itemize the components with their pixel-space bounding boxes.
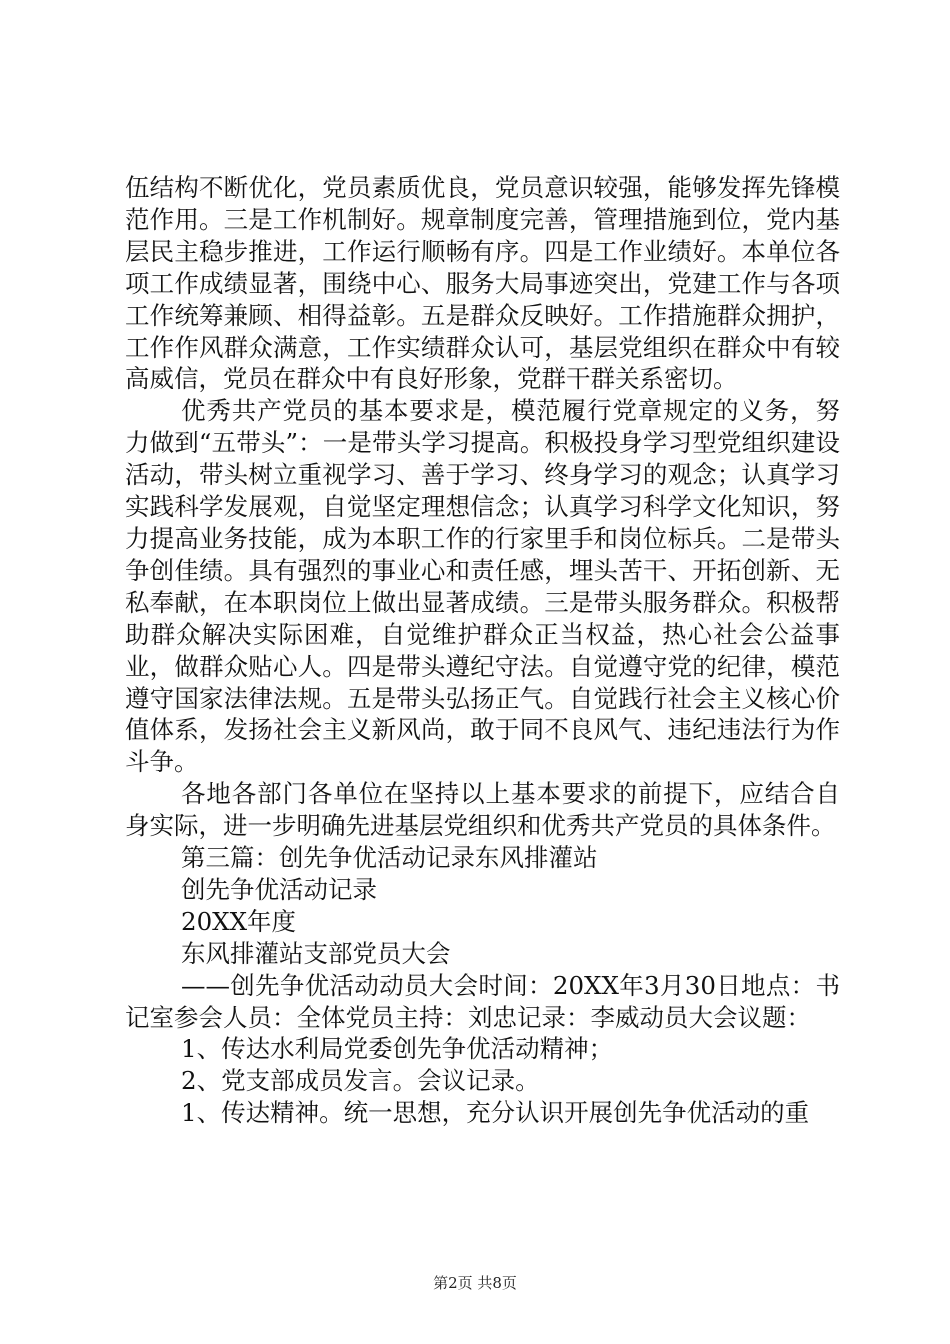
meeting-details: ——创先争优活动动员大会时间：20XX年3月30日地点：书记室参会人员：全体党员主持：刘忠记录：李威动员大会议题：: [125, 970, 840, 1032]
paragraph-2: 优秀共产党员的基本要求是，模范履行党章规定的义务，努力做到“五带头”：一是带头学习提高。积极投身学习型党组织建设活动，带头树立重视学习、善于学习、终身学习的观念；认真学习实践科学发展观，自觉坚定理想信念；认真学习科学文化知识，努力提高业务技能，成为本职工作的行家里手和岗位标兵。二是带头争创佳绩。具有强烈的事业心和责任感，埋头苦干、开拓创新、无私奉献，在本职岗位上做出显著成绩。三是带头服务群众。积极帮助群众解决实际困难，自觉维护群众正当权益，热心社会公益事业，做群众贴心人。四是带头遵纪守法。自觉遵守党的纪律，模范遵守国家法律法规。五是带头弘扬正气。自觉践行社会主义核心价值体系，发扬社会主义新风尚，敢于同不良风气、违纪违法行为作斗争。: [125, 396, 840, 777]
record-title: 创先争优活动记录: [181, 874, 377, 904]
document-body: [125, 172, 840, 1129]
agenda-item-2: 2、党支部成员发言。会议记录。: [181, 1066, 540, 1096]
meeting-name: 东风排灌站支部党员大会: [181, 938, 451, 968]
page-number: 第2页 共8页: [433, 1274, 517, 1292]
section-heading: 第三篇：创先争优活动记录东风排灌站: [181, 843, 598, 873]
agenda-item-1: 1、传达水利局党委创先争优活动精神；: [181, 1034, 614, 1064]
record-item-1: 1、传达精神。统一思想，充分认识开展创先争优活动的重: [181, 1098, 810, 1128]
record-year: 20XX年度: [181, 906, 297, 936]
paragraph-1: 伍结构不断优化，党员素质优良，党员意识较强，能够发挥先锋模范作用。三是工作机制好。规章制度完善，管理措施到位，党内基层民主稳步推进，工作运行顺畅有序。四是工作业绩好。本单位各项工作成绩显著，围绕中心、服务大局事迹突出，党建工作与各项工作统筹兼顾、相得益彰。五是群众反映好。工作措施群众拥护，工作作风群众满意，工作实绩群众认可，基层党组织在群众中有较高威信，党员在群众中有良好形象，党群干群关系密切。: [125, 173, 840, 394]
paragraph-3: 各地各部门各单位在坚持以上基本要求的前提下，应结合自身实际，进一步明确先进基层党组织和优秀共产党员的具体条件。: [125, 779, 840, 841]
